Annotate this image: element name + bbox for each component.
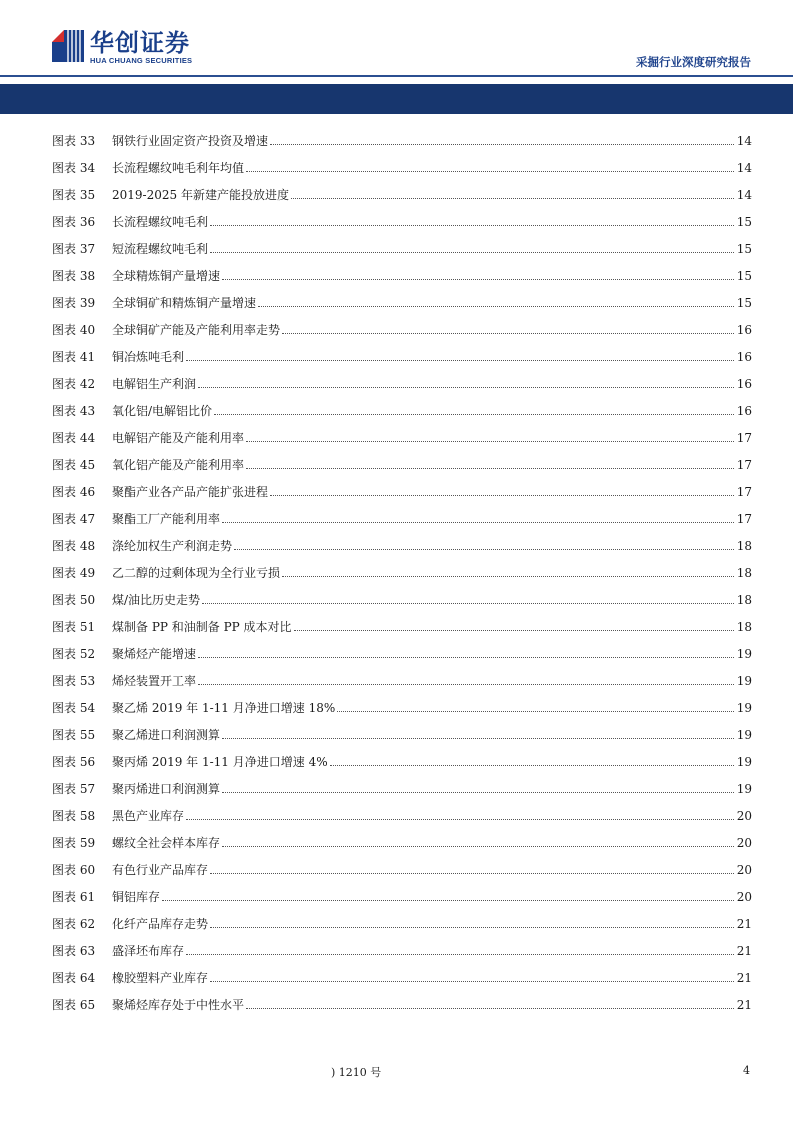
toc-leader-dots bbox=[291, 194, 734, 199]
toc-entry[interactable] bbox=[52, 991, 752, 1018]
toc-entry-page: 15 bbox=[736, 241, 752, 256]
toc-entry[interactable] bbox=[52, 505, 752, 532]
toc-entry-page: 21 bbox=[736, 943, 752, 958]
toc-leader-dots bbox=[222, 734, 734, 739]
toc-entry-label: 图表 61 bbox=[52, 889, 96, 904]
footer-license-text: ) 1210 号 bbox=[331, 1066, 382, 1079]
toc-entry-title: 化纤产品库存走势 bbox=[112, 916, 209, 931]
toc-entry-label: 图表 58 bbox=[52, 808, 96, 823]
toc-leader-dots bbox=[186, 815, 734, 820]
toc-entry-title: 氧化铝产能及产能利用率 bbox=[112, 457, 245, 472]
toc-leader-dots bbox=[198, 653, 734, 658]
toc-entry-title: 钢铁行业固定资产投资及增速 bbox=[112, 133, 269, 148]
toc-entry-title: 电解铝产能及产能利用率 bbox=[112, 430, 245, 445]
toc-entry-page: 19 bbox=[736, 673, 752, 688]
toc-entry-title: 全球铜矿产能及产能利用率走势 bbox=[112, 322, 281, 337]
toc-leader-dots bbox=[330, 761, 734, 766]
toc-entry-title: 铜铝库存 bbox=[112, 889, 161, 904]
toc-entry-title: 黑色产业库存 bbox=[112, 808, 185, 823]
toc-leader-dots bbox=[282, 329, 734, 334]
toc-entry-page: 20 bbox=[736, 889, 752, 904]
logo-english-name: HUA CHUANG SECURITIES bbox=[90, 56, 193, 65]
logo-chinese-name: 华创证券 bbox=[90, 29, 190, 57]
toc-entry[interactable] bbox=[52, 154, 752, 181]
report-type-label: 采掘行业深度研究报告 bbox=[636, 55, 751, 69]
toc-entry-label: 图表 43 bbox=[52, 403, 96, 418]
toc-entry-label: 图表 62 bbox=[52, 916, 96, 931]
toc-entry[interactable] bbox=[52, 640, 752, 667]
toc-entry[interactable] bbox=[52, 370, 752, 397]
toc-entry-page: 17 bbox=[736, 457, 752, 472]
toc-entry-page: 17 bbox=[736, 430, 752, 445]
toc-entry-page: 18 bbox=[736, 619, 752, 634]
company-logo bbox=[50, 28, 192, 66]
toc-entry[interactable] bbox=[52, 532, 752, 559]
toc-entry-label: 图表 57 bbox=[52, 781, 96, 796]
toc-entry-label: 图表 40 bbox=[52, 322, 96, 337]
toc-entry[interactable] bbox=[52, 802, 752, 829]
toc-entry[interactable] bbox=[52, 127, 752, 154]
toc-entry-title: 煤/油比历史走势 bbox=[112, 592, 201, 607]
toc-entry-label: 图表 48 bbox=[52, 538, 96, 553]
toc-entry-page: 18 bbox=[736, 538, 752, 553]
toc-entry-label: 图表 47 bbox=[52, 511, 96, 526]
toc-entry-title: 长流程螺纹吨毛利年均值 bbox=[112, 160, 245, 175]
toc-entry[interactable] bbox=[52, 559, 752, 586]
toc-entry-label: 图表 52 bbox=[52, 646, 96, 661]
toc-entry-title: 电解铝生产利润 bbox=[112, 376, 197, 391]
toc-entry-label: 图表 33 bbox=[52, 133, 96, 148]
toc-entry-label: 图表 51 bbox=[52, 619, 96, 634]
toc-entry[interactable] bbox=[52, 316, 752, 343]
toc-entry[interactable] bbox=[52, 235, 752, 262]
toc-entry-title: 橡胶塑料产业库存 bbox=[112, 970, 209, 985]
toc-entry[interactable] bbox=[52, 478, 752, 505]
toc-entry-title: 煤制备 PP 和油制备 PP 成本对比 bbox=[112, 619, 292, 634]
toc-entry-label: 图表 56 bbox=[52, 754, 96, 769]
toc-leader-dots bbox=[214, 410, 734, 415]
toc-entry-title: 盛泽坯布库存 bbox=[112, 943, 185, 958]
toc-entry[interactable] bbox=[52, 613, 752, 640]
toc-entry-label: 图表 49 bbox=[52, 565, 96, 580]
toc-entry-title: 短流程螺纹吨毛利 bbox=[112, 241, 209, 256]
toc-entry-title: 聚酯工厂产能利用率 bbox=[112, 511, 221, 526]
toc-leader-dots bbox=[162, 896, 734, 901]
toc-entry-page: 15 bbox=[736, 295, 752, 310]
toc-entry-label: 图表 63 bbox=[52, 943, 96, 958]
toc-leader-dots bbox=[222, 842, 734, 847]
toc-entry[interactable] bbox=[52, 937, 752, 964]
toc-entry-title: 2019-2025 年新建产能投放进度 bbox=[112, 187, 289, 202]
toc-leader-dots bbox=[210, 869, 734, 874]
toc-entry-label: 图表 55 bbox=[52, 727, 96, 742]
toc-entry-title: 聚乙烯 2019 年 1-11 月净进口增速 18% bbox=[112, 700, 336, 715]
toc-entry-page: 19 bbox=[736, 781, 752, 796]
toc-leader-dots bbox=[222, 275, 734, 280]
toc-entry-page: 19 bbox=[736, 700, 752, 715]
toc-entry-page: 17 bbox=[736, 484, 752, 499]
toc-leader-dots bbox=[222, 788, 734, 793]
toc-entry-title: 聚烯烃产能增速 bbox=[112, 646, 197, 661]
toc-entry-page: 16 bbox=[736, 349, 752, 364]
toc-entry[interactable] bbox=[52, 748, 752, 775]
toc-entry-page: 19 bbox=[736, 727, 752, 742]
toc-entry[interactable] bbox=[52, 667, 752, 694]
toc-entry[interactable] bbox=[52, 424, 752, 451]
toc-leader-dots bbox=[210, 248, 734, 253]
toc-entry-label: 图表 44 bbox=[52, 430, 96, 445]
toc-entry-page: 20 bbox=[736, 808, 752, 823]
toc-entry-title: 聚丙烯进口利润测算 bbox=[112, 781, 221, 796]
toc-entry[interactable] bbox=[52, 181, 752, 208]
toc-entry-title: 全球精炼铜产量增速 bbox=[112, 268, 221, 283]
toc-entry-page: 21 bbox=[736, 916, 752, 931]
toc-entry[interactable] bbox=[52, 775, 752, 802]
toc-entry[interactable] bbox=[52, 343, 752, 370]
page-number: 4 bbox=[743, 1064, 750, 1077]
toc-entry[interactable] bbox=[52, 964, 752, 991]
toc-entry-title: 有色行业产品库存 bbox=[112, 862, 209, 877]
toc-entry[interactable] bbox=[52, 262, 752, 289]
toc-entry-page: 20 bbox=[736, 835, 752, 850]
toc-leader-dots bbox=[198, 383, 734, 388]
toc-leader-dots bbox=[246, 437, 734, 442]
toc-entry-page: 14 bbox=[736, 187, 752, 202]
toc-entry-label: 图表 54 bbox=[52, 700, 96, 715]
toc-entry-title: 长流程螺纹吨毛利 bbox=[112, 214, 209, 229]
toc-entry[interactable] bbox=[52, 208, 752, 235]
toc-entry-title: 烯烃装置开工率 bbox=[112, 673, 197, 688]
toc-leader-dots bbox=[198, 680, 734, 685]
toc-leader-dots bbox=[222, 518, 734, 523]
header-band bbox=[0, 84, 793, 114]
toc-entry-page: 16 bbox=[736, 376, 752, 391]
toc-entry-label: 图表 34 bbox=[52, 160, 96, 175]
toc-entry[interactable] bbox=[52, 397, 752, 424]
toc-entry-label: 图表 41 bbox=[52, 349, 96, 364]
toc-leader-dots bbox=[202, 599, 734, 604]
toc-leader-dots bbox=[210, 977, 734, 982]
toc-leader-dots bbox=[270, 491, 734, 496]
toc-entry-label: 图表 46 bbox=[52, 484, 96, 499]
table-of-figures bbox=[52, 127, 752, 1018]
toc-entry[interactable] bbox=[52, 289, 752, 316]
toc-entry-page: 16 bbox=[736, 322, 752, 337]
toc-entry-page: 14 bbox=[736, 160, 752, 175]
toc-entry-page: 20 bbox=[736, 862, 752, 877]
toc-entry-title: 全球铜矿和精炼铜产量增速 bbox=[112, 295, 257, 310]
toc-entry-page: 21 bbox=[736, 970, 752, 985]
toc-entry-label: 图表 65 bbox=[52, 997, 96, 1012]
header-rule bbox=[0, 75, 793, 77]
toc-leader-dots bbox=[246, 167, 734, 172]
toc-entry-label: 图表 60 bbox=[52, 862, 96, 877]
toc-entry[interactable] bbox=[52, 883, 752, 910]
toc-entry-title: 聚丙烯 2019 年 1-11 月净进口增速 4% bbox=[112, 754, 328, 769]
toc-leader-dots bbox=[246, 1004, 734, 1009]
toc-leader-dots bbox=[186, 950, 734, 955]
toc-entry-label: 图表 42 bbox=[52, 376, 96, 391]
toc-entry[interactable] bbox=[52, 451, 752, 478]
toc-leader-dots bbox=[186, 356, 734, 361]
toc-entry[interactable] bbox=[52, 721, 752, 748]
toc-leader-dots bbox=[294, 626, 734, 631]
toc-leader-dots bbox=[246, 464, 734, 469]
toc-entry-page: 18 bbox=[736, 565, 752, 580]
toc-entry-title: 螺纹全社会样本库存 bbox=[112, 835, 221, 850]
toc-entry-label: 图表 38 bbox=[52, 268, 96, 283]
toc-entry-title: 铜冶炼吨毛利 bbox=[112, 349, 185, 364]
toc-entry-page: 15 bbox=[736, 214, 752, 229]
toc-entry-label: 图表 45 bbox=[52, 457, 96, 472]
toc-entry-page: 16 bbox=[736, 403, 752, 418]
toc-entry-label: 图表 35 bbox=[52, 187, 96, 202]
toc-leader-dots bbox=[337, 707, 733, 712]
toc-entry-page: 19 bbox=[736, 646, 752, 661]
toc-entry-label: 图表 37 bbox=[52, 241, 96, 256]
toc-entry-label: 图表 36 bbox=[52, 214, 96, 229]
toc-entry-page: 19 bbox=[736, 754, 752, 769]
toc-entry-page: 15 bbox=[736, 268, 752, 283]
toc-leader-dots bbox=[234, 545, 734, 550]
toc-entry-title: 乙二醇的过剩体现为全行业亏损 bbox=[112, 565, 281, 580]
toc-entry-label: 图表 53 bbox=[52, 673, 96, 688]
toc-entry[interactable] bbox=[52, 910, 752, 937]
toc-entry-page: 21 bbox=[736, 997, 752, 1012]
toc-entry-label: 图表 39 bbox=[52, 295, 96, 310]
toc-leader-dots bbox=[210, 923, 734, 928]
toc-entry-label: 图表 50 bbox=[52, 592, 96, 607]
toc-entry-title: 聚酯产业各产品产能扩张进程 bbox=[112, 484, 269, 499]
toc-leader-dots bbox=[210, 221, 734, 226]
toc-leader-dots bbox=[270, 140, 734, 145]
toc-entry[interactable] bbox=[52, 586, 752, 613]
toc-entry-title: 聚烯烃库存处于中性水平 bbox=[112, 997, 245, 1012]
toc-entry-title: 聚乙烯进口利润测算 bbox=[112, 727, 221, 742]
toc-entry-page: 17 bbox=[736, 511, 752, 526]
toc-entry-title: 涤纶加权生产利润走势 bbox=[112, 538, 233, 553]
toc-leader-dots bbox=[282, 572, 734, 577]
toc-entry-page: 14 bbox=[736, 133, 752, 148]
logo-mark-icon bbox=[50, 28, 86, 64]
toc-leader-dots bbox=[258, 302, 734, 307]
toc-entry-page: 18 bbox=[736, 592, 752, 607]
toc-entry-label: 图表 64 bbox=[52, 970, 96, 985]
toc-entry[interactable] bbox=[52, 856, 752, 883]
toc-entry-title: 氧化铝/电解铝比价 bbox=[112, 403, 213, 418]
toc-entry[interactable] bbox=[52, 829, 752, 856]
toc-entry-label: 图表 59 bbox=[52, 835, 96, 850]
toc-entry[interactable] bbox=[52, 694, 752, 721]
